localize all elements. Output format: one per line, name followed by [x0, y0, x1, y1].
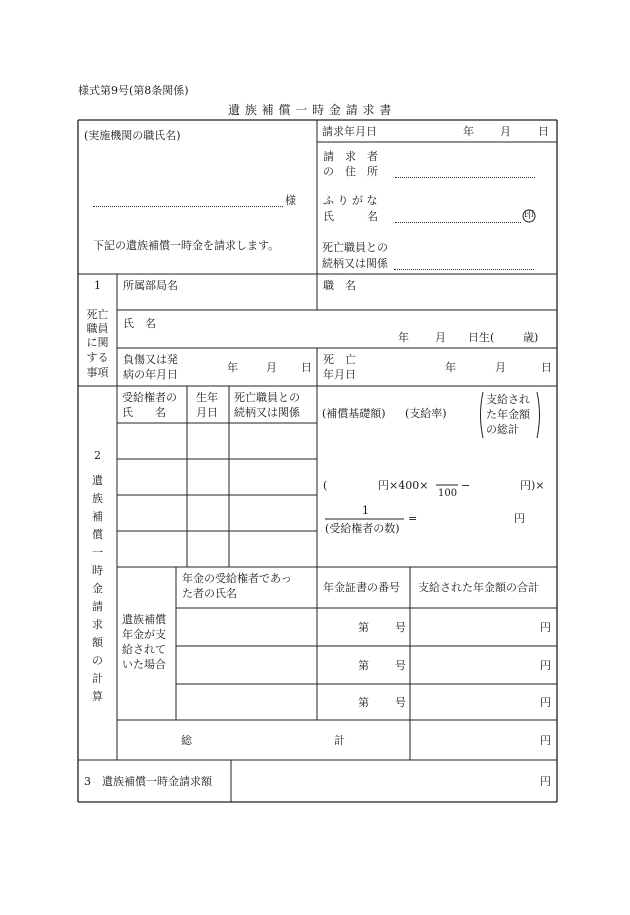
death-month: 月	[495, 361, 506, 374]
section2-title-11: の	[92, 654, 103, 667]
birth-header-2: 月日	[196, 406, 218, 419]
section2-title-3: 補	[92, 510, 103, 523]
request-month: 月	[500, 125, 511, 138]
section2-title-9: 求	[92, 618, 103, 631]
claimant-address-label-2: の 住 所	[323, 165, 378, 178]
death-day: 日	[541, 361, 552, 374]
request-date-label: 請求年月日	[322, 125, 377, 138]
section2-title-5: 一	[92, 546, 103, 559]
death-date-label-2: 年月日	[323, 368, 356, 381]
pension-yen-3: 円	[540, 696, 551, 709]
cert-dai-2: 第	[358, 659, 369, 672]
formula-equals: =	[408, 512, 418, 525]
formula-yen-x400: 円×400×	[378, 479, 429, 492]
formula-base-label: (補償基礎額)	[322, 407, 386, 420]
section2-title-6: 時	[92, 564, 103, 577]
section1-title-1: 死亡	[86, 308, 109, 321]
section2-title-2: 族	[92, 492, 103, 505]
section2-title-10: 額	[92, 636, 103, 649]
section2-title-1: 遺	[92, 474, 103, 487]
injury-date-label-1: 負傷又は発	[123, 353, 178, 366]
cert-go-1: 号	[395, 621, 406, 634]
relation-label-1: 死亡職員との	[322, 241, 388, 254]
section1-title-5: 事項	[86, 366, 109, 379]
relation-header-2: 続柄又は関係	[234, 406, 300, 419]
section2-title-12: 計	[92, 672, 103, 685]
formula-minus: −	[461, 479, 471, 492]
pension-yen-1: 円	[540, 621, 551, 634]
agency-name-line[interactable]	[93, 206, 283, 207]
pension-yen-2: 円	[540, 659, 551, 672]
request-year: 年	[463, 125, 474, 138]
form-number: 様式第9号(第8条関係)	[78, 84, 189, 97]
claimant-address-label-1: 請 求 者	[323, 150, 378, 163]
injury-year: 年	[227, 361, 238, 374]
cert-go-3: 号	[395, 696, 406, 709]
formula-recipient-count: (受給権者の数)	[325, 522, 400, 535]
formula-open-paren: (	[323, 479, 328, 492]
birth-day: 日生(	[468, 331, 495, 344]
claimant-address-field[interactable]	[395, 177, 535, 178]
page-title: 遺 族 補 償 一 時 金 請 求 書	[228, 103, 392, 117]
formula-paid-label-1: 支給され	[486, 393, 530, 406]
formula-one: 1	[362, 504, 369, 517]
cert-dai-3: 第	[358, 696, 369, 709]
death-date-label-1: 死 亡	[323, 353, 356, 366]
pension-case-4: いた場合	[122, 658, 166, 671]
cert-go-2: 号	[395, 659, 406, 672]
formula-paid-label-2: た年金額	[486, 408, 530, 421]
section1-title-3: に関	[86, 336, 109, 349]
section1-title-4: する	[86, 351, 109, 364]
cert-dai-1: 第	[358, 621, 369, 634]
claimant-name-label: 氏 名	[323, 210, 378, 223]
section1-title-2: 職員	[86, 322, 109, 335]
section2-title-13: 算	[92, 690, 103, 703]
pension-recipient-name-cell[interactable]	[177, 609, 316, 645]
section2-title-7: 金	[92, 582, 103, 595]
formula-rate-label: (支給率)	[405, 407, 447, 420]
agency-label: (実施機関の職氏名)	[84, 129, 181, 142]
pension-cert-header: 年金証書の番号	[323, 581, 400, 594]
pension-name-header-2: た者の氏名	[182, 587, 237, 600]
injury-day: 日	[301, 361, 312, 374]
relation-field[interactable]	[394, 269, 534, 270]
sama-suffix: 様	[285, 194, 296, 207]
recipient-header-2: 氏 名	[122, 406, 166, 419]
recipient-header-1: 受給権者の	[122, 391, 177, 404]
total-label-left: 総	[181, 734, 192, 747]
request-statement: 下記の遺族補償一時金を請求します。	[93, 239, 280, 252]
relation-label-2: 続柄又は関係	[322, 257, 388, 270]
section2-title-8: 請	[92, 600, 103, 613]
department-label: 所属部局名	[123, 279, 178, 292]
injury-date-label-2: 病の年月日	[123, 368, 178, 381]
age-suffix: 歳)	[523, 331, 539, 344]
injury-month: 月	[266, 361, 277, 374]
formula-result-yen: 円	[514, 512, 525, 525]
recipient-name-cell[interactable]	[118, 424, 186, 458]
pension-total-header: 支給された年金額の合計	[418, 581, 539, 594]
death-year: 年	[445, 361, 456, 374]
birth-header-1: 生年	[196, 391, 218, 404]
section1-number: 1	[94, 279, 101, 292]
birth-month: 月	[435, 331, 446, 344]
position-label: 職 名	[323, 279, 356, 292]
formula-paid-label-3: の総計	[486, 423, 519, 436]
total-label-right: 計	[334, 734, 345, 747]
claimant-name-field[interactable]	[395, 222, 521, 223]
formula-close: 円)×	[520, 479, 545, 492]
formula-denominator: 100	[438, 488, 458, 499]
seal-mark: 印	[524, 210, 534, 221]
birth-year: 年	[398, 331, 409, 344]
claim-amount-label: 3 遺族補償一時金請求額	[84, 775, 212, 788]
claim-amount-cell[interactable]	[232, 761, 532, 801]
section2-number: 2	[94, 449, 101, 462]
request-day: 日	[538, 125, 549, 138]
furigana-label: ふ り が な	[323, 194, 378, 207]
pension-case-2: 年金が支	[122, 628, 166, 641]
pension-case-1: 遺族補償	[122, 613, 166, 626]
total-yen: 円	[540, 734, 551, 747]
pension-name-header-1: 年金の受給権者であっ	[182, 572, 292, 585]
section2-title-4: 償	[92, 528, 103, 541]
pension-case-3: 給されて	[122, 643, 166, 656]
relation-header-1: 死亡職員との	[234, 391, 300, 404]
deceased-name-label: 氏 名	[123, 317, 156, 330]
claim-amount-yen: 円	[540, 775, 551, 788]
